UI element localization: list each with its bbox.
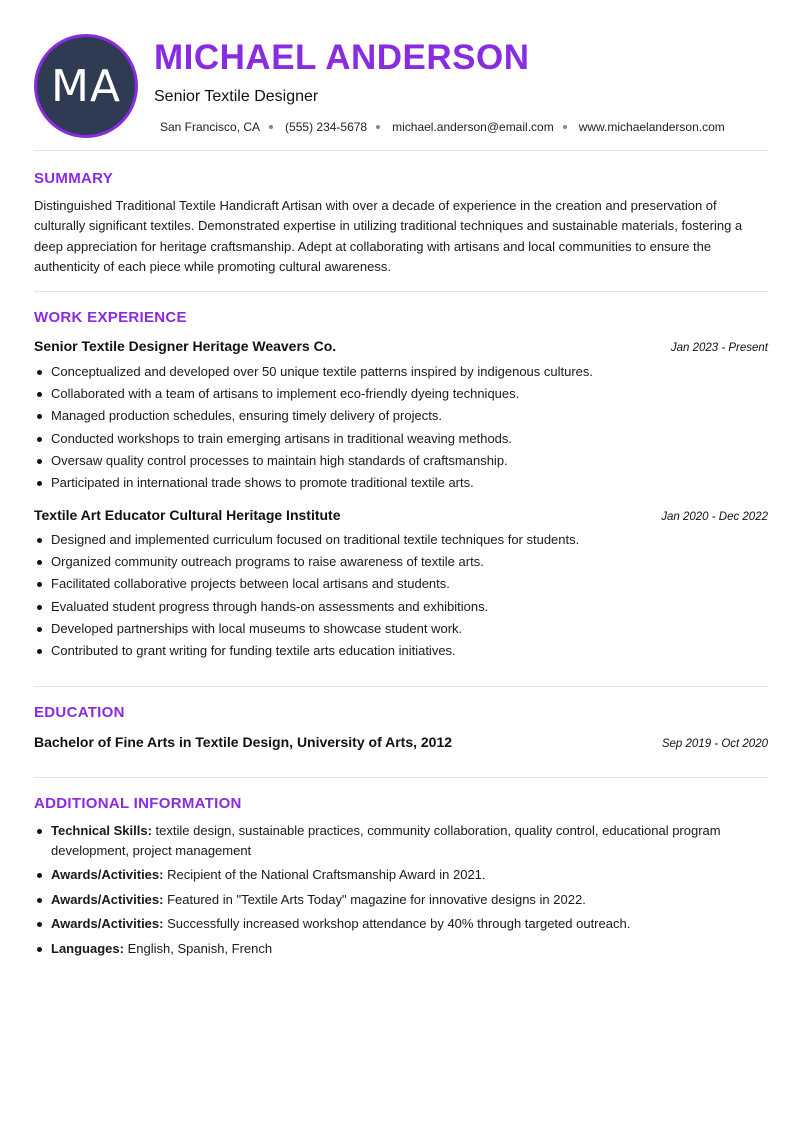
summary-text: Distinguished Traditional Textile Handicraft Artisan with over a decade of experience in the creation and preservation of culturally significant textiles. Demonstrated expertise in utilizing traditional techniques and sustainable materials, fostering a deep appreciation for heritage craftsmanship. Adept at collaborating with artisans and local communities to ensure the authenticity of each piece while promoting cultural awareness. — [34, 198, 743, 274]
resume-header — [34, 34, 768, 138]
contact-location: San Francisco, CA — [160, 120, 261, 134]
section-divider — [34, 686, 768, 687]
item-text: Successfully increased workshop attendance by 40% through targeted outreach. — [163, 916, 631, 931]
job-dates: Jan 2023 - Present — [670, 342, 768, 354]
contact-email[interactable]: michael.anderson@email.com — [392, 120, 554, 134]
job-role: Textile Art Educator Cultural Heritage Institute — [34, 507, 341, 523]
list-item — [34, 865, 768, 885]
contact-line — [160, 120, 725, 134]
list-item — [34, 890, 768, 910]
item-text: Recipient of the National Craftsmanship Award in 2021. — [163, 867, 486, 882]
item-label: Languages: — [51, 940, 124, 956]
job-role: Senior Textile Designer Heritage Weavers Co. — [34, 338, 337, 354]
list-item: Facilitated collaborative projects between local artisans and students. — [34, 573, 768, 595]
list-item: Organized community outreach programs to raise awareness of textile arts. — [34, 551, 768, 573]
list-item: Managed production schedules, ensuring timely delivery of projects. — [34, 405, 768, 427]
section-divider — [34, 777, 768, 778]
education-heading: EDUCATION — [34, 704, 125, 721]
list-item: Conducted workshops to train emerging artisans in traditional weaving methods. — [34, 428, 768, 450]
candidate-name: MICHAEL ANDERSON — [154, 38, 530, 77]
list-item — [34, 914, 768, 934]
item-label: Awards/Activities: — [51, 867, 164, 882]
item-text: textile design, sustainable practices, community collaboration, quality control, educational program development, project management — [51, 823, 721, 858]
list-item: Developed partnerships with local museums to showcase student work. — [34, 618, 768, 640]
section-divider — [34, 150, 768, 151]
job-dates: Jan 2020 - Dec 2022 — [661, 511, 768, 523]
list-item — [34, 821, 768, 860]
list-item: Conceptualized and developed over 50 unique textile patterns inspired by indigenous cultures. — [34, 361, 768, 383]
item-text: Featured in "Textile Arts Today" magazine for innovative designs in 2022. — [163, 891, 586, 907]
list-item: Contributed to grant writing for funding textile arts education initiatives. — [34, 640, 768, 662]
job-header — [34, 507, 768, 523]
separator-dot-icon — [376, 125, 380, 129]
item-label: Awards/Activities: — [51, 916, 164, 931]
job-bullet-list — [34, 529, 768, 662]
list-item: Oversaw quality control processes to maintain high standards of craftsmanship. — [34, 450, 768, 472]
list-item — [34, 939, 768, 959]
work-experience-heading: WORK EXPERIENCE — [34, 309, 187, 326]
item-label: Awards/Activities: — [51, 891, 164, 907]
list-item: Collaborated with a team of artisans to implement eco-friendly dyeing techniques. — [34, 383, 768, 405]
education-entry — [34, 734, 768, 750]
list-item: Designed and implemented curriculum focused on traditional textile techniques for students. — [34, 529, 768, 551]
additional-information-heading: ADDITIONAL INFORMATION — [34, 795, 242, 812]
section-divider — [34, 291, 768, 292]
avatar — [34, 34, 138, 138]
additional-info-list — [34, 821, 768, 963]
avatar-initials: MA — [50, 60, 122, 112]
job-bullet-list — [34, 361, 768, 494]
separator-dot-icon — [563, 125, 567, 129]
education-dates: Sep 2019 - Oct 2020 — [661, 738, 768, 750]
item-text: English, Spanish, French — [123, 940, 273, 956]
job-header — [34, 338, 768, 354]
list-item: Participated in international trade shows to promote traditional textile arts. — [34, 472, 768, 494]
contact-website[interactable]: www.michaelanderson.com — [578, 120, 725, 134]
candidate-title: Senior Textile Designer — [154, 88, 319, 105]
item-label: Technical Skills: — [51, 823, 152, 838]
list-item: Evaluated student progress through hands-on assessments and exhibitions. — [34, 596, 768, 618]
degree: Bachelor of Fine Arts in Textile Design, University of Arts, 2012 — [34, 734, 453, 750]
separator-dot-icon — [269, 125, 273, 129]
contact-phone: (555) 234-5678 — [285, 120, 368, 134]
summary-heading: SUMMARY — [34, 170, 114, 187]
